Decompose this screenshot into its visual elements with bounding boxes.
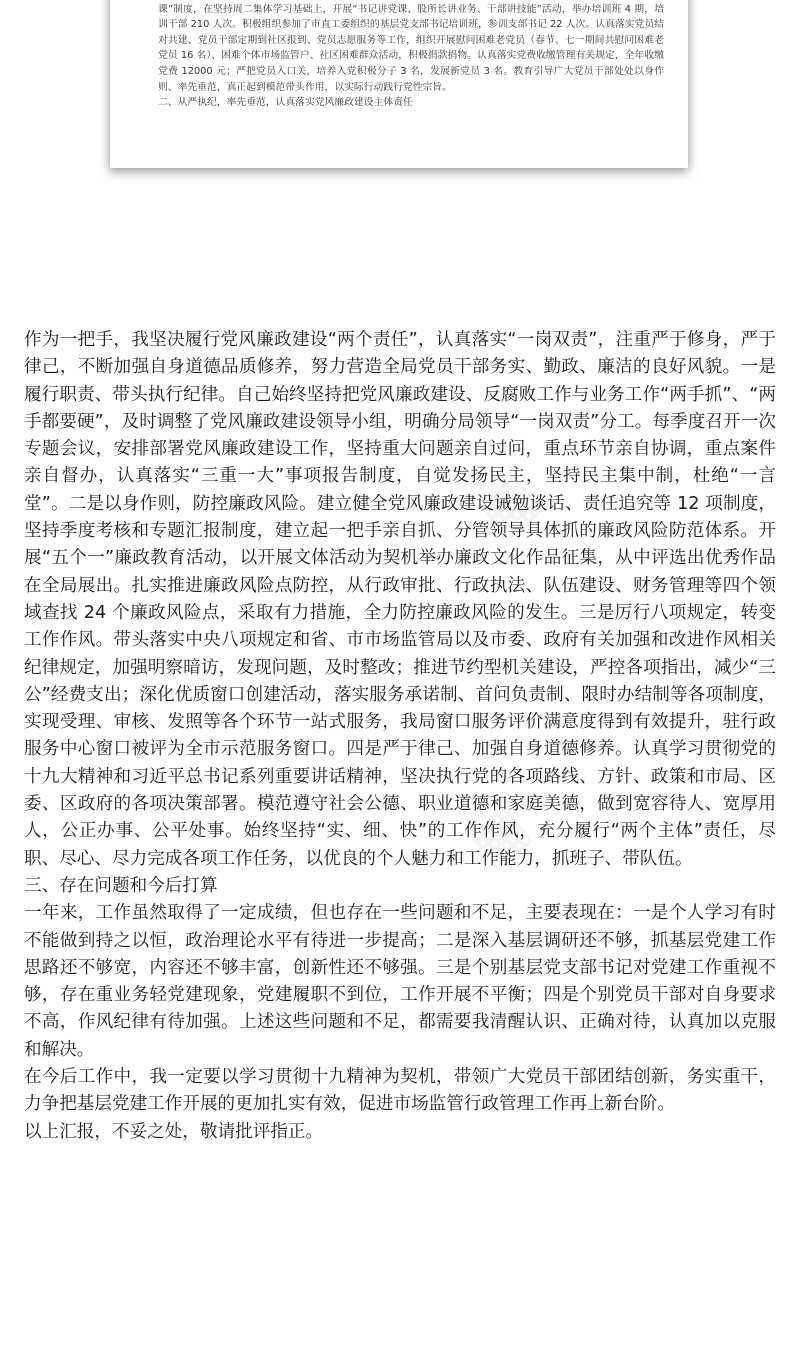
body-paragraph-responsibility: 作为一把手，我坚决履行党风廉政建设“两个责任”，认真落实“一岗双责”，注重严于修身，严于律己，不断加强自身道德品质修养，努力营造全局党员干部务实、勤政、廉洁的良好风貌。一是履行职责、带头执行纪律。自己始终坚持把党风廉政建设、反腐败工作与业务工作“两手抓”、“两手都要硬”，及时调整了党风廉政建设领导小组，明确分局领导“一岗双责”分工。每季度召开一次专题会议，安排部署党风廉政建设工作，坚持重大问题亲自过问，重点环节亲自协调，重点案件亲自督办，认真落实“三重一大”事项报告制度，自觉发扬民主，坚持民主集中制，杜绝“一言堂”。二是以身作则，防控廉政风险。建立健全党风廉政建设诫勉谈话、责任追究等 12 项制度，坚持季度考核和专题汇报制度，建立起一把手亲自抓、分管领导具体抓的廉政风险防范体系。开展“五个一”廉政教育活动，以开展文体活动为契机举办廉政文化作品征集，从中评选出优秀作品在全局展出。扎实推进廉政风险点防控，从行政审批、行政执法、队伍建设、财务管理等四个领域查找 24 个廉政风险点，采取有力措施，全力防控廉政风险的发生。三是厉行八项规定，转变工作作风。带头落实中央八项规定和省、市市场监管局以及市委、政府有关加强和改进作风相关纪律规定，加强明察暗访，发现问题，及时整改；推进节约型机关建设，严控各项指出，减少“三公”经费支出；深化优质窗口创建活动，落实服务承诺制、首问负责制、限时办结制等各项制度，实现受理、审核、发照等各个环节一站式服务，我局窗口服务评价满意度得到有效提升，驻行政服务中心窗口被评为全市示范服务窗口。四是严于律己、加强自身道德修养。认真学习贯彻党的十九大精神和习近平总书记系列重要讲话精神，坚决执行党的各项路线、方针、政策和市局、区委、区政府的各项决策部署。模范遵守社会公德、职业道德和家庭美德，做到宽容待人、宽厚用人，公正办事、公平处事。始终坚持“实、细、快”的工作作风，充分履行“两个主体”责任，尽职、尽心、尽力完成各项工作任务，以优良的个人魅力和工作能力，抓班子、带队伍。 <box>24 330 776 869</box>
section-heading-problems: 三、存在问题和今后打算 <box>24 875 218 896</box>
body-paragraph-plans: 在今后工作中，我一定要以学习贯彻十九精神为契机，带领广大党员干部团结创新，务实重干，力争把基层党建工作开展的更加扎实有效，促进市场监管行政管理工作再上新台阶。 <box>24 1067 776 1115</box>
preview-heading: 二、从严执纪，率先垂范，认真落实党风廉政建设主体责任 <box>158 97 413 109</box>
body-paragraph-closing: 以上汇报，不妥之处，敬请批评指正。 <box>24 1121 324 1142</box>
preview-paragraph: 课”制度，在坚持周二集体学习基础上，开展“书记讲党课、股所长讲业务、干部讲技能”活动，举办培训班 4 期，培训干部 210 人次。积极组织参加了市直工委组织的基层党支部书记培训班，参训支部书记 22 人次。认真落实党员结对共建、党员干部定期到社区报到、党员志愿服务等工作，组织开展慰问困难老党员（春节、七一期间共慰问困难老党员 16 名）、困难个体市场监管户、社区困难群众活动，积极捐款捐物。认真落实党费收缴管理有关规定，全年收缴党费 12000 元；严把党员入口关，培养入党积极分子 3 名，发展新党员 3 名。教育引导广大党员干部处处以身作则、率先垂范，真正起到模范带头作用，以实际行动践行党性宗旨。 <box>158 3 664 93</box>
document-body <box>24 327 776 1146</box>
preview-content <box>158 0 664 111</box>
body-paragraph-problems: 一年来，工作虽然取得了一定成绩，但也存在一些问题和不足，主要表现在：一是个人学习有时不能做到持之以恒，政治理论水平有待进一步提高；二是深入基层调研还不够，抓基层党建工作思路还不够宽，内容还不够丰富，创新性还不够强。三是个别基层党支部书记对党建工作重视不够，存在重业务轻党建现象，党建履职不到位，工作开展不平衡；四是个别党员干部对自身要求不高，作风纪律有待加强。上述这些问题和不足，都需要我清醒认识、正确对待，认真加以克服和解决。 <box>24 903 776 1060</box>
document-preview-card <box>110 0 688 168</box>
